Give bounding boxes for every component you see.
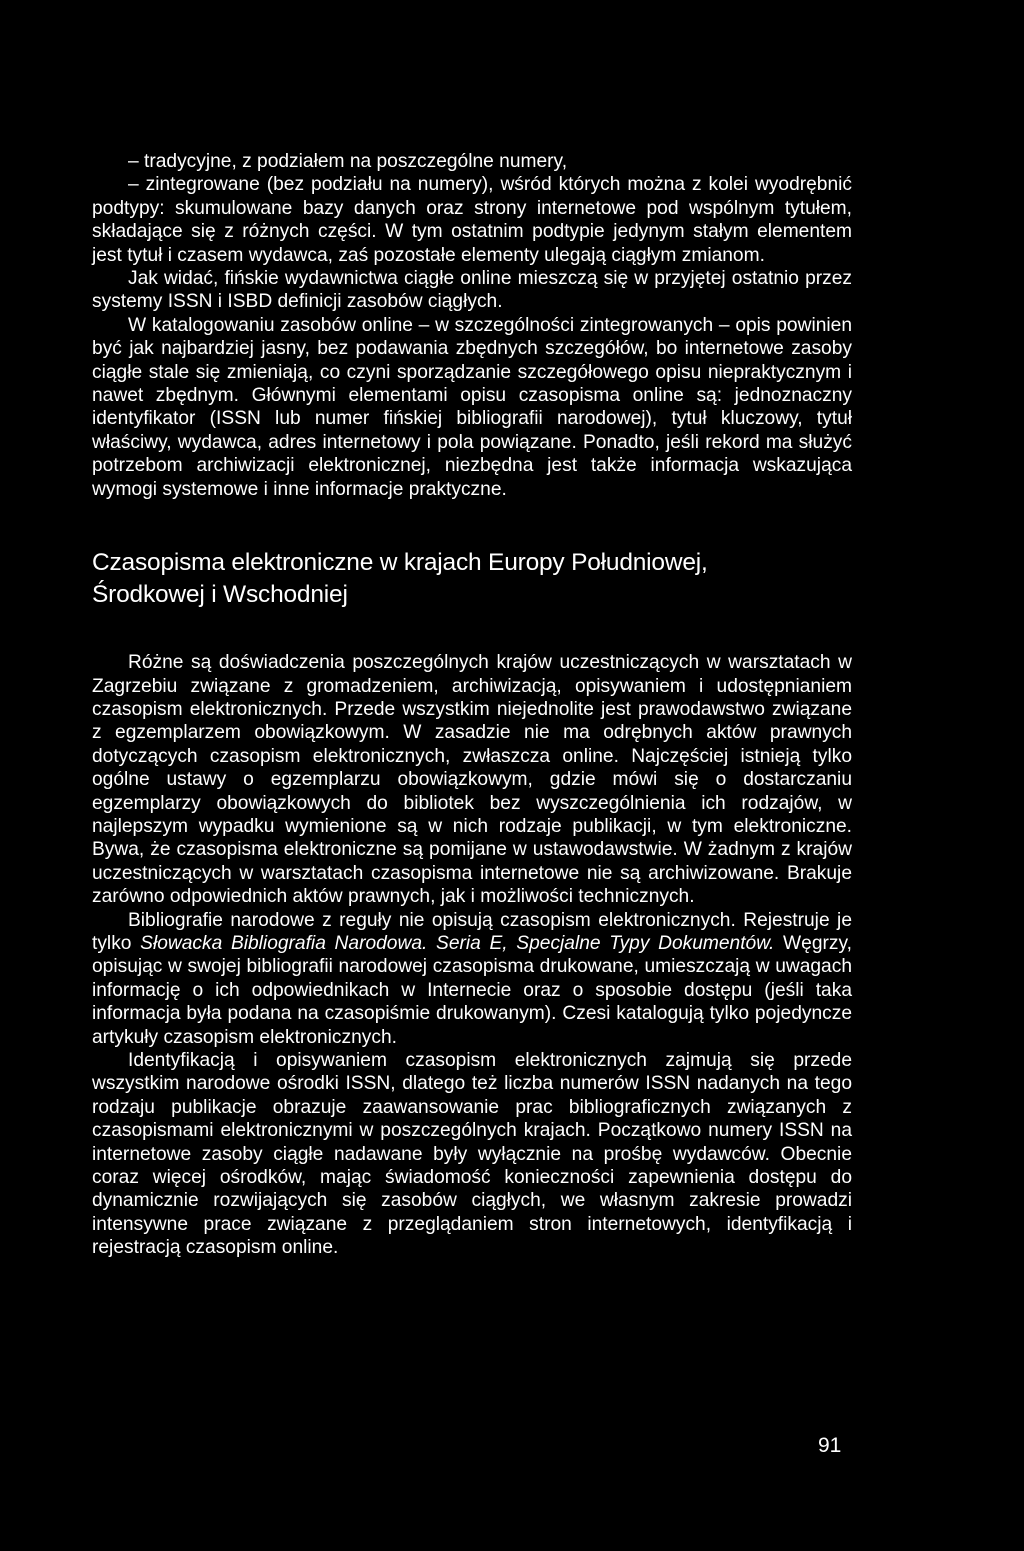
- paragraph-finnish-serials: Jak widać, fińskie wydawnictwa ciągłe online mieszczą się w przyjętej ostatnio przez systemy ISSN i ISBD definicji zasobów ciągłych.: [92, 268, 852, 313]
- slovak-bibliography-title: Słowacka Bibliografia Narodowa. Seria E, Specjalne Typy Dokumentów.: [140, 932, 775, 954]
- section-heading: [92, 547, 852, 611]
- section-heading-line-2: Środkowej i Wschodniej: [92, 581, 348, 609]
- paragraph-2-start: Bibliografie narodowe z reguły nie opisują czasopism elektronicznych. Rejestruje je tylko: [92, 909, 852, 954]
- paragraph-experiences: Różne są doświadczenia poszczególnych krajów uczestniczących w warsztatach w Zagrzebiu związane z gromadzeniem, archiwizacją, opisywaniem i udostępnianiem czasopism elektronicznych. Przede wszystkim niejednolite jest prawodawstwo związane z egzemplarzem obowiązkowym. W zasadzie nie ma odrębnych aktów prawnych dotyczących czasopism elektronicznych, zwłaszcza online. Najczęściej istnieją tylko ogólne ustawy o egzemplarzu obowiązkowym, gdzie mówi się o dostarczaniu egzemplarzy obowiązkowych do bibliotek bez wyszczególnienia ich rodzajów, w najlepszym wypadku wymienione są w nich rodzaje publikacji, w tym elektroniczne. Bywa, że czasopisma elektroniczne są pomijane w ustawodawstwie. W żadnym z krajów uczestniczących w warsztatach czasopisma internetowe nie są archiwizowane. Brakuje zarówno odpowiednich aktów prawnych, jak i możliwości technicznych.: [92, 652, 852, 908]
- paragraph-issn-centres: Identyfikacją i opisywaniem czasopism elektronicznych zajmują się przede wszystkim narodowe ośrodki ISSN, dlatego też liczba numerów ISSN nadanych na tego rodzaju publikacje obrazuje zaawansowanie prac bibliograficznych związanych z czasopismami elektronicznymi w poszczególnych krajach. Początkowo numery ISSN na internetowe zasoby ciągłe nadawane były wyłącznie na prośbę wydawców. Obecnie coraz więcej ośrodków, mając świadomość konieczności zapewnienia dostępu do dynamicznie rozwijających się zasobów ciągłych, we własnym zakresie prowadzi intensywne prace związane z przeglądaniem stron internetowych, identyfikacją i rejestracją czasopism online.: [92, 1050, 852, 1259]
- paragraph-national-bibliographies: [92, 909, 852, 1049]
- list-item-integrated: – zintegrowane (bez podziału na numery), wśród których można z kolei wyodrębnić podtypy: skumulowane bazy danych oraz strony internetowe pod wspólnym tytułem, składające się z różnych części. W tym ostatnim podtypie jedynym stałym elementem jest tytuł i czasem wydawca, zaś pozostałe elementy ulegają ciągłym zmianom.: [92, 174, 852, 266]
- paragraph-2-end: Węgrzy, opisując w swojej bibliografii narodowej czasopisma drukowane, umieszczają w uwagach informację o ich odpowiednikach w Internecie oraz o sposobie dostępu (jeśli taka informacja była podana na czasopiśmie drukowanym). Czesi katalogują tylko pojedyncze artykuły czasopism elektronicznych.: [92, 932, 852, 1048]
- page-body: [92, 150, 852, 1260]
- list-item-traditional: – tradycyjne, z podziałem na poszczególne numery,: [128, 151, 568, 172]
- paragraph-cataloguing-online: W katalogowaniu zasobów online – w szczególności zintegrowanych – opis powinien być jak najbardziej jasny, bez podawania zbędnych szczegółów, bo internetowe zasoby ciągłe stale się zmieniają, co czyni sporządzanie szczegółowego opisu niepraktycznym i nawet zbędnym. Głównymi elementami opisu czasopisma online są: jednoznaczny identyfikator (ISSN lub numer fińskiej bibliografii narodowej), tytuł kluczowy, tytuł właściwy, wydawca, adres internetowy i pola powiązane. Ponadto, jeśli rekord ma służyć potrzebom archiwizacji elektronicznej, niezbędna jest także informacja wskazująca wymogi systemowe i inne informacje praktyczne.: [92, 314, 852, 500]
- section-heading-line-1: Czasopisma elektroniczne w krajach Europy Południowej,: [92, 549, 708, 577]
- page-number: 91: [818, 1434, 842, 1457]
